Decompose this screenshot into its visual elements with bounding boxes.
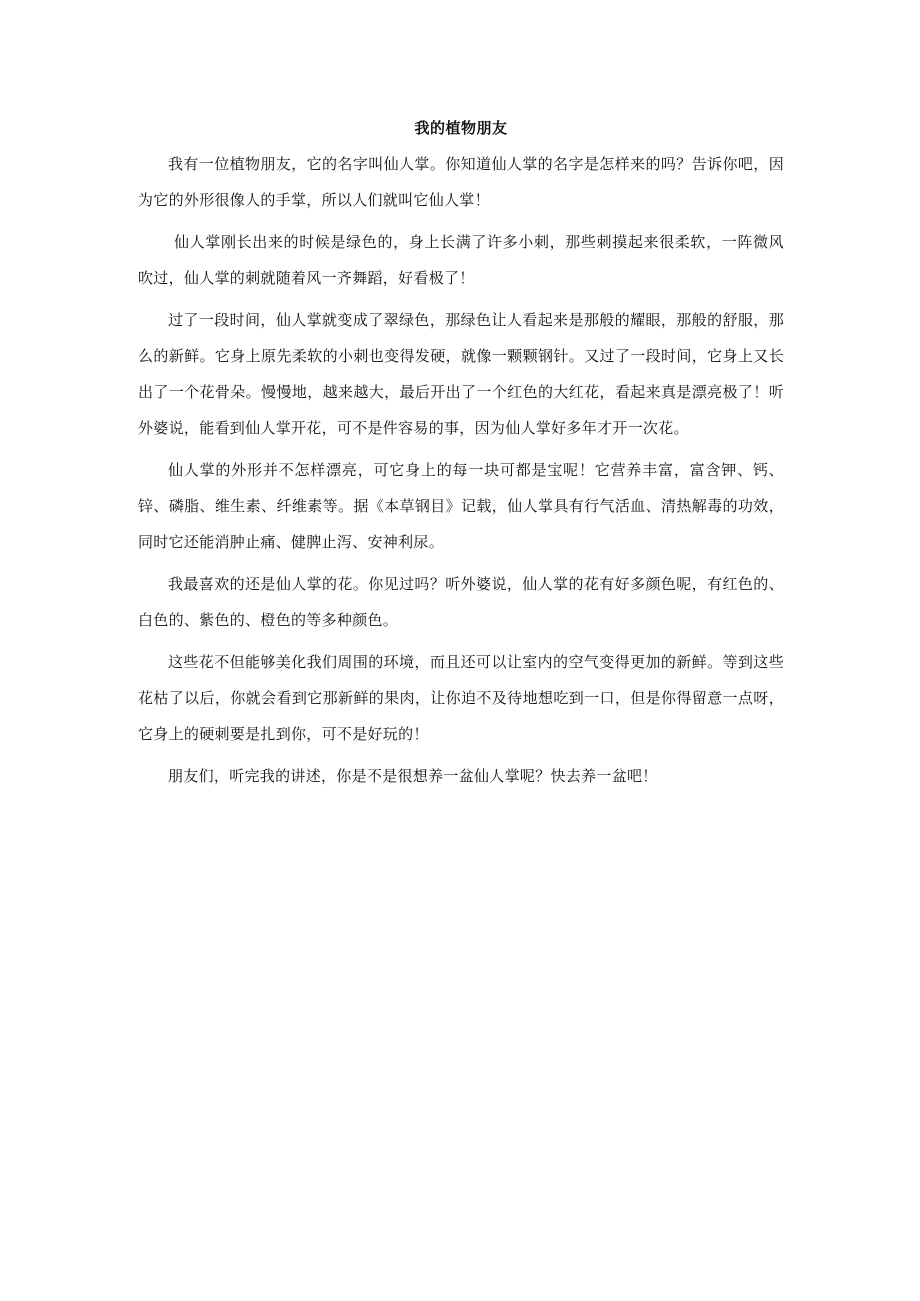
paragraph-6: 这些花不但能够美化我们周围的环境，而且还可以让室内的空气变得更加的新鲜。等到这些花枯了以后，你就会看到它那新鲜的果肉，让你迫不及待地想吃到一口，但是你得留意一点呀，它身上的硬刺要是扎到你，可不是好玩的！ <box>138 653 784 743</box>
paragraph-3: 过了一段时间，仙人掌就变成了翠绿色，那绿色让人看起来是那般的耀眼，那般的舒服，那么的新鲜。它身上原先柔软的小刺也变得发硬，就像一颗颗钢针。又过了一段时间，它身上又长出了一个花骨朵。慢慢地，越来越大，最后开出了一个红色的大红花，看起来真是漂亮极了！听外婆说，能看到仙人掌开花，可不是件容易的事，因为仙人掌好多年才开一次花。 <box>138 311 784 437</box>
paragraph-5: 我最喜欢的还是仙人掌的花。你见过吗？听外婆说，仙人掌的花有好多颜色呢，有红色的、白色的、紫色的、橙色的等多种颜色。 <box>138 575 784 629</box>
document-title: 我的植物朋友 <box>414 119 508 137</box>
paragraph-7: 朋友们，听完我的讲述，你是不是很想养一盆仙人掌呢？快去养一盆吧！ <box>168 767 658 785</box>
document-body <box>138 112 784 800</box>
paragraph-2: 仙人掌刚长出来的时候是绿色的，身上长满了许多小刺，那些刺摸起来很柔软，一阵微风吹过，仙人掌的刺就随着风一齐舞蹈，好看极了！ <box>138 233 784 287</box>
paragraph-4: 仙人掌的外形并不怎样漂亮，可它身上的每一块可都是宝呢！它营养丰富，富含钾、钙、锌、磷脂、维生素、纤维素等。据《本草钢目》记载，仙人掌具有行气活血、清热解毒的功效，同时它还能消肿止痛、健脾止泻、安神利尿。 <box>138 461 784 551</box>
paragraph-1: 我有一位植物朋友，它的名字叫仙人掌。你知道仙人掌的名字是怎样来的吗？告诉你吧，因为它的外形很像人的手掌，所以人们就叫它仙人掌！ <box>138 155 784 209</box>
